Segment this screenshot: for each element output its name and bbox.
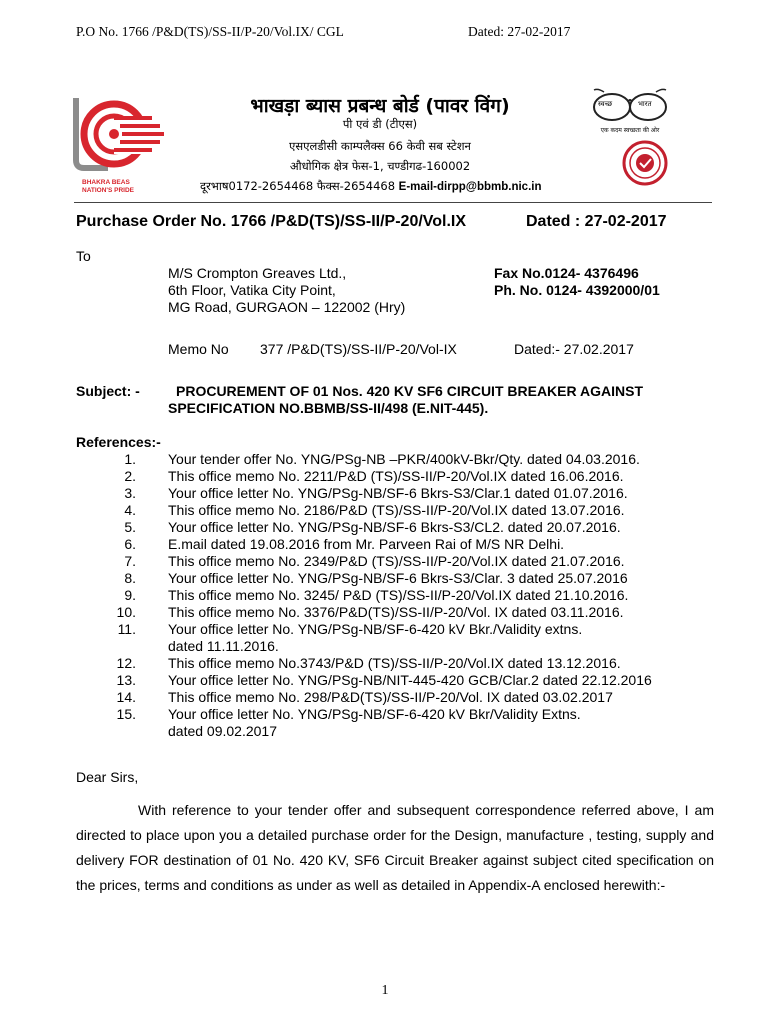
- letterhead-divider: [74, 202, 712, 203]
- reference-text: This office memo No. 2211/P&D (TS)/SS-II/P-20/Vol.IX dated 16.06.2016.: [168, 468, 624, 484]
- reference-text: Your tender offer No. YNG/PSg-NB –PKR/400kV-Bkr/Qty. dated 04.03.2016.: [168, 451, 640, 467]
- reference-text: Your office letter No. YNG/PSg-NB/SF-6 Bkrs-S3/CL2. dated 20.07.2016.: [168, 519, 621, 535]
- logo-caption-line-2: NATION'S PRIDE: [82, 187, 134, 194]
- organization-name: भाखड़ा ब्यास प्रबन्ध बोर्ड (पावर विंग): [250, 95, 510, 117]
- addressee-line: 6th Floor, Vatika City Point,: [168, 282, 336, 298]
- reference-text: Your office letter No. YNG/PSg-NB/NIT-445-420 GCB/Clar.2 dated 22.12.2016: [168, 672, 652, 688]
- email-address: E-mail-dirpp@bbmb.nic.in: [398, 181, 542, 193]
- reference-number: 7.: [124, 553, 136, 569]
- running-header-date: Dated: 27-02-2017: [468, 24, 571, 39]
- reference-text: This office memo No. 2349/P&D (TS)/SS-II/P-20/Vol.IX dated 21.07.2016.: [168, 553, 625, 569]
- addressee-line: M/S Crompton Greaves Ltd.,: [168, 265, 347, 281]
- fax-number: Fax No.0124- 4376496: [494, 265, 639, 281]
- subject-label: Subject: -: [76, 383, 140, 399]
- reference-number: 2.: [124, 468, 136, 484]
- body-paragraph: [76, 798, 714, 898]
- reference-number: 8.: [124, 570, 136, 586]
- body-text: With reference to your tender offer and subsequent correspondence referred above, I am directed to place upon you a detailed purchase order for the Design, manufacture , testing, supply and delivery FOR destination of 01 No. 420 KV, SF6 Circuit Breaker against subject cited specification on the prices, terms and conditions as under as well as detailed in Appendix-A enclosed herewith:-: [76, 802, 714, 893]
- reference-number: 1.: [124, 451, 136, 467]
- wing-name: पी एवं डी (टीएस): [342, 117, 418, 131]
- station-name: एसएलडीसी काम्पलैक्स 66 केवी सब स्टेशन: [289, 139, 471, 153]
- memo-date: Dated:- 27.02.2017: [514, 341, 634, 357]
- to-label: To: [76, 248, 91, 264]
- reference-number: 9.: [124, 587, 136, 603]
- reference-number: 13.: [116, 672, 136, 688]
- references-label: References:-: [76, 434, 161, 450]
- addressee-block: [168, 265, 405, 316]
- reference-text: E.mail dated 19.08.2016 from Mr. Parveen Rai of M/S NR Delhi.: [168, 536, 565, 552]
- addressee-line: MG Road, GURGAON – 122002 (Hry): [168, 299, 406, 315]
- reference-number: 14.: [116, 689, 136, 705]
- reference-text: dated 11.11.2016.: [168, 638, 279, 654]
- reference-number: 3.: [124, 485, 136, 501]
- running-header-po-number: P.O No. 1766 /P&D(TS)/SS-II/P-20/Vol.IX/ CGL: [76, 24, 344, 39]
- reference-text: This office memo No. 2186/P&D (TS)/SS-II/P-20/Vol.IX dated 13.07.2016.: [168, 502, 625, 518]
- page-number: 1: [381, 983, 389, 998]
- reference-text: Your office letter No. YNG/PSg-NB/SF-6-420 kV Bkr/Validity Extns.: [168, 706, 581, 722]
- reference-text: This office memo No.3743/P&D (TS)/SS-II/P-20/Vol.IX dated 13.12.2016.: [168, 655, 621, 671]
- reference-number: 15.: [116, 706, 136, 722]
- bbmb-logo: [70, 92, 168, 194]
- reference-number: 11.: [117, 621, 136, 637]
- reference-text: This office memo No. 3376/P&D(TS)/SS-II/P-20/Vol. IX dated 03.11.2016.: [168, 604, 624, 620]
- swachh-text: स्वच्छ: [598, 100, 613, 108]
- purchase-order-title: Purchase Order No. 1766 /P&D(TS)/SS-II/P-20/Vol.IX: [76, 213, 467, 230]
- reference-number: 6.: [124, 536, 136, 552]
- reference-text: This office memo No. 3245/ P&D (TS)/SS-II/P-20/Vol.IX dated 21.10.2016.: [168, 587, 629, 603]
- certification-stamp: [622, 140, 668, 186]
- bbmb-logo-icon: [70, 92, 168, 174]
- swachh-bharat-logo: [590, 86, 670, 138]
- reference-text: Your office letter No. YNG/PSg-NB/SF-6 Bkrs-S3/Clar.1 dated 01.07.2016.: [168, 485, 628, 501]
- reference-text: dated 09.02.2017: [168, 723, 277, 739]
- logo-caption-line-1: BHAKRA BEAS: [82, 179, 130, 186]
- bharat-text: भारत: [638, 100, 652, 108]
- memo-number: 377 /P&D(TS)/SS-II/P-20/Vol-IX: [260, 341, 457, 357]
- phone-fax: दूरभाष0172-2654468 फैक्स-2654468: [200, 179, 396, 193]
- reference-number: 5.: [124, 519, 136, 535]
- certification-seal-icon: [622, 140, 668, 186]
- salutation: Dear Sirs,: [76, 769, 139, 785]
- memo-label: Memo No: [168, 341, 229, 357]
- swachh-tagline: एक कदम स्वच्छता की ओर: [600, 127, 660, 134]
- reference-number: 4.: [124, 502, 136, 518]
- reference-number: 10.: [116, 604, 136, 620]
- purchase-order-date: Dated : 27-02-2017: [526, 213, 667, 230]
- subject-line-1: PROCUREMENT OF 01 Nos. 420 KV SF6 CIRCUIT BREAKER AGAINST: [176, 383, 643, 399]
- reference-text: Your office letter No. YNG/PSg-NB/SF-6-420 kV Bkr./Validity extns.: [168, 621, 583, 637]
- phone-number: Ph. No. 0124- 4392000/01: [494, 282, 660, 298]
- reference-text: This office memo No. 298/P&D(TS)/SS-II/P-20/Vol. IX dated 03.02.2017: [168, 689, 613, 705]
- reference-number: 12.: [116, 655, 136, 671]
- reference-text: Your office letter No. YNG/PSg-NB/SF-6 Bkrs-S3/Clar. 3 dated 25.07.2016: [168, 570, 628, 586]
- office-address: औधोगिक क्षेत्र फेस-1, चण्डीगढ-160002: [289, 159, 471, 173]
- contact-line: [200, 179, 542, 194]
- subject-line-2: SPECIFICATION NO.BBMB/SS-II/498 (E.NIT-445).: [168, 400, 489, 416]
